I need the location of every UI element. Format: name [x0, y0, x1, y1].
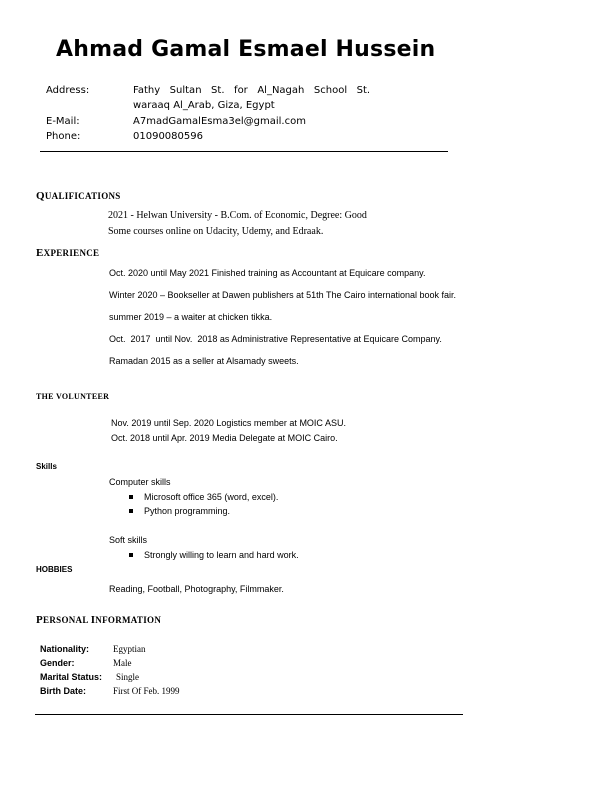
experience-item: summer 2019 – a waiter at chicken tikka.	[109, 312, 273, 322]
personal-info-heading: PERSONAL INFORMATION	[36, 614, 162, 626]
computer-skills-title: Computer skills	[109, 477, 171, 487]
nationality-value: Egyptian	[113, 644, 146, 654]
bullet-icon	[129, 509, 133, 513]
email-value: A7madGamalEsma3el@gmail.com	[133, 116, 306, 127]
nationality-label: Nationality:	[40, 644, 90, 654]
email-label: E-Mail:	[46, 116, 80, 127]
skill-item: Microsoft office 365 (word, excel).	[144, 492, 279, 502]
volunteer-item: Oct. 2018 until Apr. 2019 Media Delegate at MOIC Cairo.	[111, 433, 338, 443]
experience-item: Oct. 2017 until Nov. 2018 as Administrative Representative at Equicare Company.	[109, 334, 442, 344]
gender-value: Male	[113, 658, 132, 668]
phone-value: 01090080596	[133, 131, 203, 142]
volunteer-heading: THE VOLUNTEER	[36, 392, 110, 401]
experience-item: Winter 2020 – Bookseller at Dawen publishers at 51th The Cairo international book fair.	[109, 290, 457, 300]
bullet-icon	[129, 495, 133, 499]
birth-date-label: Birth Date:	[40, 686, 87, 696]
experience-heading: EXPERIENCE	[36, 247, 100, 259]
hobbies-text: Reading, Football, Photography, Filmmaker.	[109, 584, 284, 594]
skills-heading: Skills	[36, 462, 57, 471]
header-divider	[40, 151, 448, 152]
experience-item: Ramadan 2015 as a seller at Alsamady sweets.	[109, 356, 299, 366]
qualification-line-2: Some courses online on Udacity, Udemy, and Edraak.	[108, 226, 324, 237]
address-line-2: waraaq Al_Arab, Giza, Egypt	[133, 100, 275, 111]
footer-divider	[35, 714, 463, 715]
page-title: Ahmad Gamal Esmael Hussein	[56, 37, 436, 62]
experience-item: Oct. 2020 until May 2021 Finished training as Accountant at Equicare company.	[109, 268, 426, 278]
bullet-icon	[129, 553, 133, 557]
gender-label: Gender:	[40, 658, 75, 668]
marital-status-value: Single	[116, 672, 140, 682]
hobbies-heading: HOBBIES	[36, 565, 73, 574]
birth-date-value: First Of Feb. 1999	[113, 686, 180, 696]
volunteer-item: Nov. 2019 until Sep. 2020 Logistics member at MOIC ASU.	[111, 418, 346, 428]
marital-status-label: Marital Status:	[40, 672, 103, 682]
address-line-1: Fathy Sultan St. for Al_Nagah School St.	[133, 85, 371, 96]
qualifications-heading: QUALIFICATIONS	[36, 190, 121, 202]
skill-item: Python programming.	[144, 506, 231, 516]
phone-label: Phone:	[46, 131, 81, 142]
address-label: Address:	[46, 85, 90, 96]
skill-item: Strongly willing to learn and hard work.	[144, 550, 299, 560]
soft-skills-title: Soft skills	[109, 535, 148, 545]
qualification-line-1: 2021 - Helwan University - B.Com. of Economic, Degree: Good	[108, 210, 367, 221]
